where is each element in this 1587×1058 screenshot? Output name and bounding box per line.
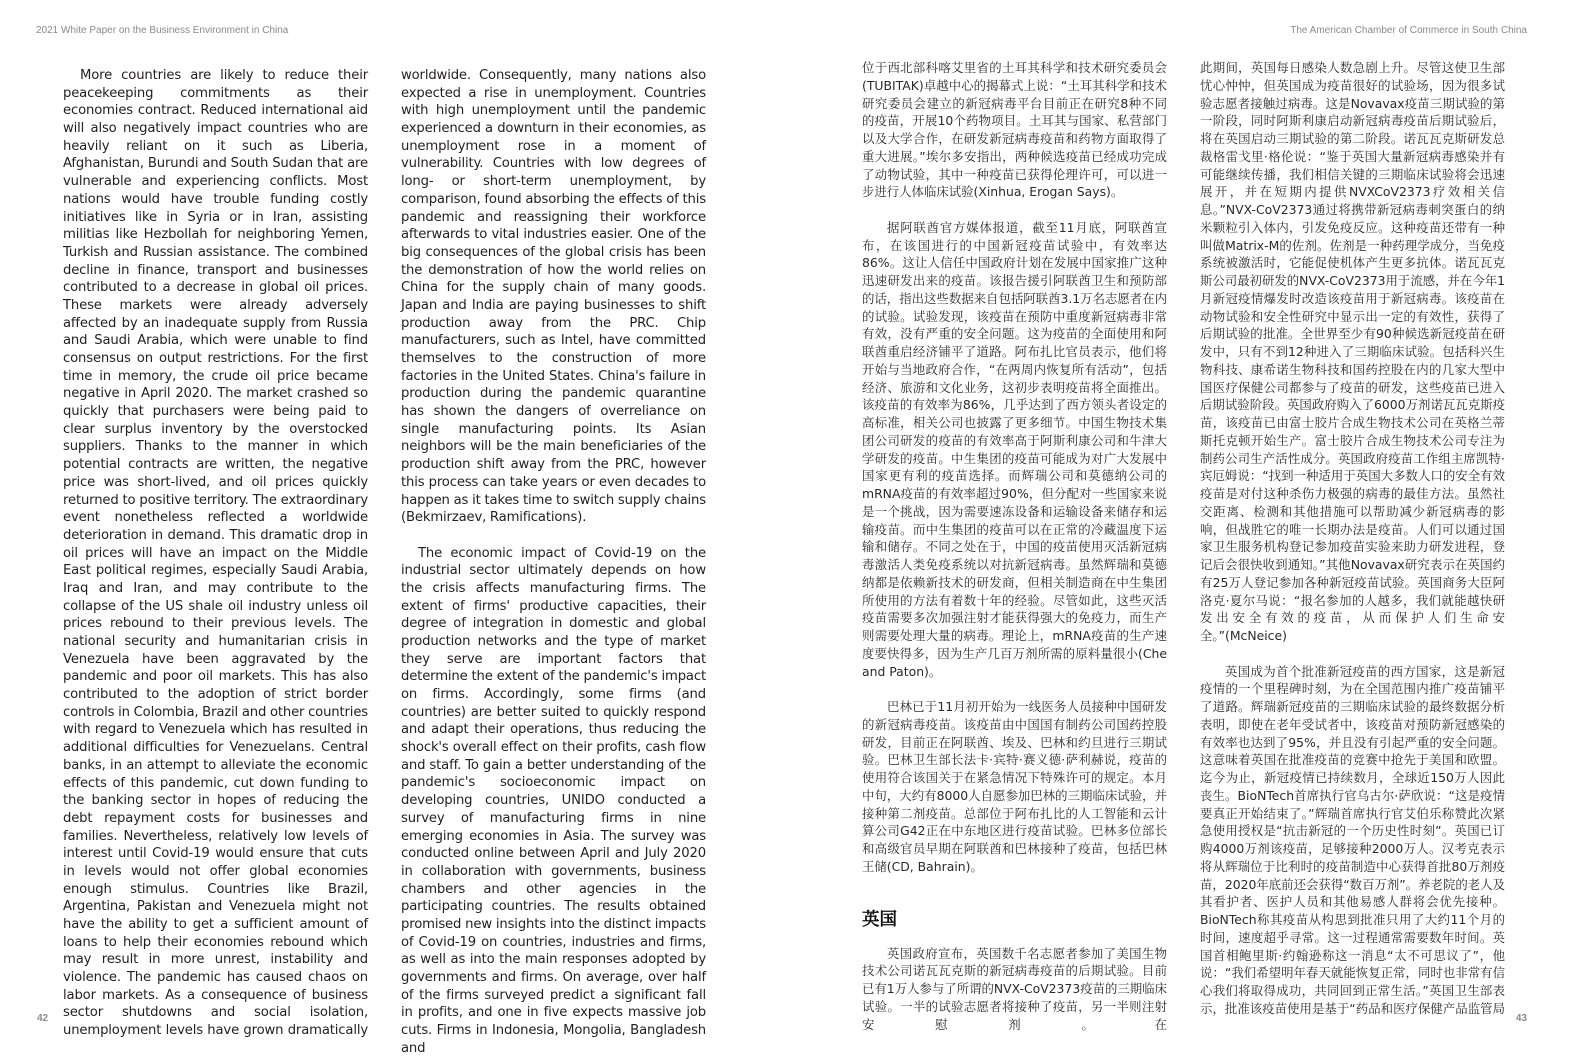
body-paragraph: More countries are likely to reduce their peacekeeping commitments as their economies contract. Reduced international aid will also negatively impact countries who are heavily reliant on it such as Liberia, Afghanistan, Burundi and South Sudan that are vulnerable and experiencing conflicts. Most nations would have trouble funding costly initiatives like in Syria or in Iran, assisting militias like Hezbollah for neighboring Yemen, Turkish and Russian assistance. The combined decline in finance, transport and businesses contributed to a decrease in global oil prices. These markets were already adversely affected by an inadequate supply from Russia and Saudi Arabia, which were unable to find consensus on output restrictions. For the first time in memory, the crude oil price became negative in April 2020. The market crashed so quickly that purchasers were being paid to clear surplus inventory by the overstocked suppliers. Thanks to the manner in which potential contracts are written, the negative price was short-lived, and oil prices quickly returned to positive territory. The extraordinary event nonetheless reflected a worldwide deterioration in demand. This dramatic drop in oil prices will have an impact on the Middle East political regimes, especially Saudi Arabia, Iraq and Iran, and may contribute to the collapse of the US shale oil industry unless oil prices rebound to their previous levels. The national security and humanitarian crisis in Venezuela have been aggravated by the pandemic and poor oil markets. This has also contributed to the adoption of strict border controls in Colombia, Brazil and other countries with regard to Venezuela which has resulted in additional difficulties for Venezuelans. Central banks, in an attempt to alleviate the economic effects of this pandemic, cut down funding to the banking sector in hopes of reducing the debt repayment costs for businesses and families. Nevertheless, relatively low levels of interest until Covid-19 would ensure that cuts in levels would not offer global economies enough stimulus. Countries like Brazil, Argentina, Pakistan and Venezuela might not have the ability to get a sufficient amount of loans to help their economies rebound which may result in more unrest, instability and violence. The pandemic has caused chaos on labor markets. As a consequence of business sector shutdowns and social isolation, unemployment levels have grown dramatically [63, 68, 368, 1039]
body-paragraph: worldwide. Consequently, many nations also expected a rise in unemployment. Countries with high unemployment until the pandemic experienced a downturn in their economies, as unemployment rose in a moment of vulnerability. Countries with low degrees of long- or short-term unemployment, by comparison, found absorbing the effects of this pandemic and reassigning their workforce afterwards to vital industries easier. One of the big consequences of the global crisis has been the demonstration of how the world relies on China for the supply chain of many goods. Japan and India are paying businesses to shift production away from the PRC. Chip manufacturers, such as Intel, have committed themselves to the construction of more factories in the United States. China's failure in production during the pandemic quarantine has shown the dangers of overreliance on single manufacturing points. Its Asian neighbors will be the main beneficiaries of the production shift away from the PRC, however this process can take years or even decades to happen as it takes time to switch supply chains (Bekmirzaev, Ramifications). [401, 68, 706, 526]
right-column-2 [1200, 59, 1505, 1018]
body-paragraph: 此期间，英国每日感染人数急剧上升。尽管这使卫生部忧心忡忡，但英国成为疫苗很好的试验场，因为很多试验志愿者接触过病毒。这是Novavax疫苗三期试验的第一阶段，同时阿斯利康启动新冠病毒疫苗后期试验后，将在英国启动三期试验的第二阶段。诺瓦瓦克斯研发总裁格雷戈里·格伦说：“鉴于英国大量新冠病毒感染并有可能继续传播，我们相信关键的三期临床试验将会迅速展开，并在短期内提供NVXCoV2373疗效相关信息。”NVX-CoV2373通过将携带新冠病毒刺突蛋白的纳米颗粒引入体内，引发免疫反应。这种疫苗还带有一种叫做Matrix-M的佐剂。佐剂是一种药理学成分，当免疫系统被激活时，它能促使机体产生更多抗体。诺瓦瓦克斯公司最初研发的NVX-CoV2373用于流感，并在今年1月新冠疫情爆发时改造该疫苗用于新冠病毒。该疫苗在动物试验和安全性研究中显示出一定的有效性，获得了后期试验的批准。全世界至少有90种候选新冠疫苗在研发中，只有不到12种进入了三期临床试验。包括科兴生物科技、康希诺生物科技和国药控股在内的几家大型中国医疗保健公司都参与了疫苗的研发，这些疫苗已进入后期试验阶段。英国政府购入了6000万剂诺瓦瓦克斯疫苗，该疫苗已由富士胶片合成生物技术公司在英格兰蒂斯托克顿开始生产。富士胶片合成生物技术公司专注为制药公司生产活性成分。英国政府疫苗工作组主席凯特·宾厄姆说：“找到一种适用于英国大多数人口的安全有效疫苗是对付这种杀伤力极强的病毒的最佳方法。虽然社交距离、检测和其他措施可以帮助减少新冠病毒的影响，但战胜它的唯一长期办法是疫苗。人们可以通过国家卫生服务机构登记参加疫苗实验来助力研发进程，登记后会很快收到通知。”其他Novavax研究表示在英国约有25万人登记参加各种新冠疫苗试验。英国商务大臣阿洛克·夏尔马说：“报名参加的人越多，我们就能越快研发出安全有效的疫苗，从而保护人们生命安全。”(McNeice) [1200, 60, 1505, 643]
page-number-left: 42 [37, 1013, 49, 1024]
body-paragraph: 位于西北部科喀艾里省的土耳其科学和技术研究委员会(TUBITAK)卓越中心的揭幕式上说：“土耳其科学和技术研究委员会建立的新冠病毒平台目前正在研究8种不同的疫苗，开展10个药物项目。土耳其与国家、私营部门以及大学合作，在研发新冠病毒疫苗和药物方面取得了重大进展。”埃尔多安指出，两种候选疫苗已经成功完成了动物试验，其中一种疫苗已获得伦理许可，可以进一步进行人体临床试验(Xinhua, Erogan Says)。 [862, 60, 1167, 200]
running-header-left: 2021 White Paper on the Business Environment in China [36, 25, 289, 36]
page-number-right: 43 [1515, 1013, 1527, 1024]
running-header-right: The American Chamber of Commerce in South China [1290, 25, 1527, 36]
right-column-1 [862, 59, 1167, 1033]
left-column-1 [63, 67, 368, 1040]
left-column-2 [401, 67, 706, 1057]
section-heading-uk: 英国 [862, 909, 897, 930]
body-paragraph: 巴林已于11月初开始为一线医务人员接种中国研发的新冠病毒疫苗。该疫苗由中国国有制药公司国药控股研发，目前正在阿联酋、埃及、巴林和约旦进行三期试验。巴林卫生部长法卡·宾特·赛义德·萨利赫说，疫苗的使用符合该国关于在紧急情况下特殊许可的规定。本月中旬，大约有8000人自愿参加巴林的三期临床试验，并接种第二剂疫苗。总部位于阿布扎比的人工智能和云计算公司G42正在中东地区进行疫苗试验。巴林多位部长和高级官员早期在阿联酋和巴林接种了疫苗，包括巴林王储(CD, Bahrain)。 [862, 699, 1167, 874]
body-paragraph: 英国政府宣布，英国数千名志愿者参加了美国生物技术公司诺瓦瓦克斯的新冠病毒疫苗的后期试验。目前已有1万人参与了所谓的NVX-CoV2373疫苗的三期临床试验。一半的试验志愿者将接种了疫苗，另一半则注射安慰剂。在 [862, 945, 1167, 1032]
body-paragraph: 据阿联酋官方媒体报道，截至11月底，阿联酋宣布，在该国进行的中国新冠疫苗试验中，有效率达86%。这让人信任中国政府计划在发展中国家推广这种迅速研发出来的疫苗。该报告援引阿联酋卫生和预防部的话，指出这些数据来自包括阿联酋3.1万名志愿者在内的试验。试验发现，该疫苗在预防中重度新冠病毒非常有效，没有严重的安全问题。这为疫苗的全面使用和阿联酋重启经济铺平了道路。阿布扎比官员表示，他们将开始与当地政府合作，“在两周内恢复所有活动”，包括经济、旅游和文化业务，这初步表明疫苗将全面推出。该疫苗的有效率为86%，几乎达到了西方领头者设定的高标准，相关公司也披露了更多细节。中国生物技术集团公司研发的疫苗的有效率高于阿斯利康公司和牛津大学研发的疫苗。中生集团的疫苗可能成为对广大发展中国家更有利的疫苗选择。而辉瑞公司和莫德纳公司的mRNA疫苗的有效率超过90%，但分配对一些国家来说是一个挑战，因为需要速冻设备和运输设备来储存和运输疫苗。而中生集团的疫苗可以在正常的冷藏温度下运输和储存。不同之处在于，中国的疫苗使用灭活新冠病毒激活人类免疫系统以对抗新冠病毒。虽然辉瑞和莫德纳都是依赖新技术的研发商，但相关制造商在中生集团所使用的方法有着数十年的经验。尽管如此，这些灭活疫苗需要多次加强注射才能获得强大的免疫力，而生产则需要处理大量的病毒。理论上，mRNA疫苗的生产速度要快得多，因为生产几百万剂所需的原料量很小(Che and Paton)。 [862, 219, 1167, 679]
body-paragraph: 英国成为首个批准新冠疫苗的西方国家，这是新冠疫情的一个里程碑时刻，为在全国范围内推广疫苗铺平了道路。辉瑞新冠疫苗的三期临床试验的最终数据分析表明，即使在老年受试者中，该疫苗对预防新冠感染的有效率也达到了95%，并且没有引起严重的安全问题。这意味着英国在批准疫苗的竞赛中抢先于美国和欧盟。迄今为止，新冠疫情已持续数月，全球近150万人因此丧生。BioNTech首席执行官乌古尔·萨欣说：“这是疫情要真正开始结束了。”辉瑞首席执行官艾伯乐称赞此次紧急使用授权是“抗击新冠的一个历史性时刻”。英国已订购4000万剂该疫苗，足够接种2000万人。汉考克表示将从辉瑞位于比利时的疫苗制造中心获得首批80万剂疫苗，2020年底前还会获得“数百万剂”。养老院的老人及其看护者、医护人员和其他易感人群将会优先接种。BioNTech称其疫苗从构思到批准只用了大约11个月的时间，速度超乎寻常。这一过程通常需要数年时间。英国首相鲍里斯·约翰逊称这一消息“太不可思议了”，他说：“我们希望明年春天就能恢复正常，同时也非常有信心我们将取得成功，共同回到正常生活。”英国卫生部表示，批准该疫苗使用是基于“药品和医疗保健产品监管局 [1200, 663, 1505, 1016]
body-paragraph: The economic impact of Covid-19 on the industrial sector ultimately depends on how the crisis affects manufacturing firms. The extent of firms' productive capacities, their degree of integration in domestic and global production networks and the type of market they serve are important factors that determine the extent of the pandemic's impact on firms. Accordingly, some firms (and countries) are better suited to quickly respond and adapt their operations, thus reducing the shock's overall effect on their profits, cash flow and staff. To gain a better understanding of the pandemic's socioeconomic impact on developing countries, UNIDO conducted a survey of manufacturing firms in nine emerging economies in Asia. The survey was conducted online between April and July 2020 in collaboration with governments, business chambers and other agencies in the participating countries. The results obtained promised new insights into the distinct impacts of Covid-19 on countries, industries and firms, as well as into the main responses adopted by governments and firms. On average, over half of the firms surveyed predict a significant fall in profits, and one in five expects massive job cuts. Firms in Indonesia, Mongolia, Bangladesh and [401, 545, 706, 1056]
